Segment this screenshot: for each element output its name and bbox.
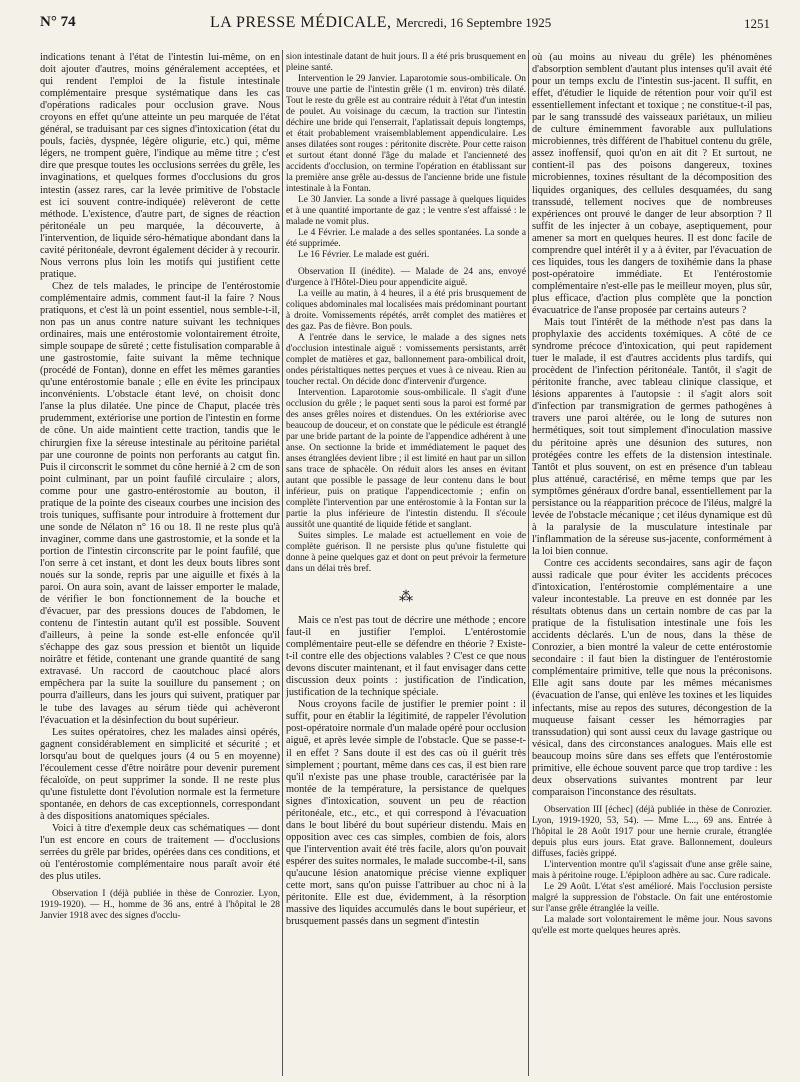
body-paragraph: Contre ces accidents secondaires, sans agir de façon aussi radicale que pour éviter les accidents précoces d'intoxication, l'entérostomie complémentaire a une valeur incontestable. La preuve en est donnée par les résultats obtenus dans un certain nombre de cas par la pratique de la fistulisation intestinale une fois les accidents déclarés. L'un de nous, dans la thèse de Conrozier, a bien montré la valeur de cette entérostomie secondaire : il faut bien la distinguer de l'entérostomie complémentaire primitive, telle que nous la préconisons. Elle agit sans doute par les mêmes mécanismes (évacuation de l'anse, qui enlève les toxines et les liquides infectants, mise au repos des sutures, décongestion de la muqueuse faisant cesser les hémorragies par transsudation) qui sont aussi ceux du lavage gastrique ou vésical, dans des circonstances analogues. Mais elle est beaucoup moins sûre dans ses effets que l'entérostomie primitive, elle échoue souvent parce que trop tardive : les deux observations suivantes montrent par leur comparaison l'inconstance des résultats. [532,557,772,798]
observation-paragraph: Le 30 Janvier. La sonde a livré passage à quelques liquides et à une quantité importante de gaz ; le ventre s'est affaissé : le malade ne vomit plus. [286,195,526,227]
observation-paragraph: L'intervention montre qu'il s'agissait d'une anse grêle saine, mais à péritoine rouge. L'épiploon adhère au sac. Cure radicale. [532,859,772,881]
body-paragraph: Chez de tels malades, le principe de l'entérostomie complémentaire admis, comment faut-il la faire ? Nous pratiquons, et c'est là un point essentiel, nous semble-t-il, non pas un anus contre nature suivant les techniques ordinaires, mais une entérostomie volontairement étroite, simple soupape de sûreté ; cette fistulisation comparable à une gastrostomie, faite suivant la même technique (procédé de Fontan), donne en effet les mêmes garanties qu'une entérostomie banale ; elle en évite les principaux inconvénients. L'obstacle étant levé, on choisit donc l'anse la plus dilatée. Une pince de Chaput, placée très prudemment, extériorise une portion de l'intestin en forme de cône. Un aide maintient cette traction, tandis que le chirurgien fixe la séreuse intestinale au péritoine pariétal par une couronne de points non perforants au catgut fin. Puis il circonscrit le sommet du cône hernié à 2 cm de son point culminant, par un point faufilé circulaire ; alors, comme pour une gastro-entérostomie au bouton, il pratique de la pointe des ciseaux courbes une incision des trois tuniques, suffisante pour introduire à frottement dur une sonde de Nélaton n° 16 ou 18. Il ne reste plus qu'à invaginer, comme dans une gastrostomie, et la sonde et la portion de l'intestin circonscrite par le point faufilé, que l'on serre à cet instant, et dont les deux bouts libres sont noués sur la sonde, repris par une aiguille et fixés à la paroi. On aura soin, avant de laisser emporter le malade, de vérifier le bon fonctionnement de la bouche et d'évacuer, par des pressions douces de l'abdomen, le contenu de l'intestin autant qu'il est possible. Souvent d'ailleurs, à peine la sonde est-elle enfoncée qu'il s'échappe des gaz sous pression et bientôt un liquide noirâtre et fétide, contenant une grande quantité de sang extravasé. Un raccord de caoutchouc placé alors empêchera par la suite la souillure du pansement ; on pourra d'ailleurs, dans les jours qui suivent, pratiquer par le tube des lavages au sérum tiède qui achèveront l'évacuation et la désinfection du bout supérieur. [40,280,280,726]
observation-paragraph: Observation III [échec] (déjà publiée in thèse de Conrozier. Lyon, 1919-1920, 53, 54). — Mme L..., 69 ans. Entrée à l'hôpital le 28 Août 1917 pour une hernie crurale, étranglée depuis plus eurs jours. Etat grave. Ballonnement, douleurs diffuses, faciès grippé. [532,804,772,859]
observation-paragraph: Le 16 Février. Le malade est guéri. [298,250,430,260]
page-header [40,6,770,42]
observation-paragraph: Intervention. Laparotomie sous-ombilicale. Il s'agit d'une occlusion du grêle ; le paquet senti sous la paroi est formé par des anses grêles noires et distendues. On les extériorise avec beaucoup de douceur, et on constate que le pédicule est étranglé par une bride partant de la pointe de l'appendice adhérent à une anse. On sectionne la bride et immédiatement le paquet des anses étranglées devient libre ; il est limité en haut par un sillon sans trace de sphacèle. On réduit alors les anses en évitant autant que possible le passage de leur contenu dans le bout inférieur, puis on pratique l'appendicectomie ; enfin on complète l'intervention par une entérostomie à la Fontan sur la partie la plus inférieure de l'intestin distendu. Il s'écoule aussitôt une quantité de liquide fétide et sanglant. [286,388,526,530]
issue-number: N° 74 [40,14,76,30]
observation-paragraph: La veille au matin, à 4 heures, il a été pris brusquement de coliques abdominales mal localisées mais prédominant pourtant à droite. Vomissements répétés, arrêt complet des matières et des gaz. Pas de fièvre. Bon pouls. [286,289,526,332]
body-paragraph: indications tenant à l'état de l'intestin lui-même, on en doit ajouter d'autres, moins généralement acceptées, et qui rendent l'emploi de la fistule intestinale complémentaire presque systématique dans les cas d'opérations radicales pour occlusion grave. Nous croyons en effet qu'une atteinte un peu marquée de l'état général, se traduisant par ces signes d'intoxication (état du pouls, faciès, dyspnée, légère oligurie, etc.) qui, même légers, ne trompent guère, l'indique au même titre ; c'est dire que presque toutes les occlusions serrées du grêle, les invaginations, et quelques formes d'occlusions du gros intestin (assez rares, car la levée primitive de l'obstacle est ici souvent contre-indiquée) relèveront de cette méthode. L'existence, d'autre part, de signes de réaction péritonéale un peu marquée, la découverte, à l'intervention, de liquide séro-hématique abondant dans la cavité péritonéale, devront également décider à y recourir. Nous verrons plus loin les motifs qui justifient cette pratique. [40,52,280,280]
body-paragraph: Voici à titre d'exemple deux cas schématiques — dont l'un est encore en cours de traitement — d'occlusions serrées du grêle par brides, opérées dans ces conditions, et où l'entérostomie complémentaire nous paraît avoir été des plus utiles. [40,823,280,883]
observation-paragraph: Le 29 Août. L'état s'est amélioré. Mais l'occlusion persiste malgré la suppression de l'obstacle. On fait une entérostomie sur l'anse grêle étranglée la veille. [532,881,772,914]
observation-paragraph: sion intestinale datant de huit jours. Il a été pris brusquement en pleine santé. [286,52,526,73]
page-number: 1251 [744,16,770,31]
observation-paragraph: Suites simples. Le malade est actuellement en voie de complète guérison. Il ne persiste plus qu'une fistulette qui donne à peine quelques gaz et dont on peut prévoir la fermeture dans un délai très bref. [286,531,526,574]
observation-paragraph: La malade sort volontairement le même jour. Nous savons qu'elle est morte quelques heures après. [532,914,772,936]
journal-title [210,14,551,32]
observation-paragraph: A l'entrée dans le service, le malade a des signes nets d'occlusion intestinale aiguë : vomissements persistants, arrêt complet de matières et gaz, ballonnement para-ombilical droit, ondes péristaltiques nettes perçues et vues à ce niveau. Rien au toucher rectal. On décide donc d'intervenir d'urgence. [286,333,526,387]
column-divider [528,50,529,1076]
body-paragraph: Mais tout l'intérêt de la méthode n'est pas dans la prophylaxie des accidents toxémiques. A côté de ce syndrome précoce d'intoxication, qui peut rapidement tuer le malade, il est d'autres accidents plus tardifs, qui procèdent de l'infection péritonéale. Tantôt, il s'agit de péritonite franche, avec tableau clinique classique, et lésions apparentes à l'autopsie : il s'agit alors soit d'infection par transmigration de germes pathogènes à travers une paroi altérée, ou le long de sutures non hermétiques, soit tout simplement d'inoculation massive du péritoine après une désunion des sutures, non protégées contre les effets de la distension intestinale. Tantôt et plus souvent, on est en présence d'un tableau plus atténué, caractérisé, en même temps que par les symptômes généraux d'ordre banal, essentiellement par la persistance ou la réapparition précoce de l'iléus, malgré la levée de l'obstacle mécanique ; cet iléus dynamique est dû à la paralysie de la musculature intestinale par l'inflammation de la séreuse sus-jacente, conformément à la loi bien connue. [532,317,772,557]
issue-date: Mercredi, 16 Septembre 1925 [396,15,552,30]
observation-paragraph: Observation I (déjà publiée in thèse de Conrozier. Lyon, 1919-1920). — H., homme de 36 ans, entré à l'hôpital le 28 Janvier 1918 avec des signes d'occlu- [40,889,280,922]
text-column-1 [40,52,280,1076]
text-column-3 [532,52,772,1076]
observation-paragraph: Intervention le 29 Janvier. Laparotomie sous-ombilicale. On trouve une partie de l'intestin grêle (1 m. environ) très dilaté. Tout le reste du grêle est au contraire réduit à l'état d'un intestin de poulet. Au voisinage du cæcum, la traction sur l'intestin déchire une bride qui l'enserrait, l'aplatissait depuis longtemps, et était probablement vraisemblablement appendiculaire. Les anses dilatées sont rouges : péritonite discrète. Pour cette raison et surtout étant donné l'âge du malade et l'ancienneté des accidents d'occlusion, on termine l'opération en établissant sur la première anse grêle au-dessus de l'ancienne bride une fistule intestinale à la Fontan. [286,74,526,194]
section-separator: ⁂ [399,590,413,605]
observation-paragraph: Observation II (inédite). — Malade de 24 ans, envoyé d'urgence à l'Hôtel-Dieu pour appendicite aiguë. [286,267,526,288]
body-paragraph: Mais ce n'est pas tout de décrire une méthode ; encore faut-il en justifier l'emploi. L'entérostomie complémentaire peut-elle se défendre en théorie ? Existe-t-il contre elle des objections valables ? C'est ce que nous devons discuter maintenant, et il faut envisager dans cette discussion deux points : justification de l'indication, justification de la technique spéciale. [286,615,526,699]
body-paragraph: Les suites opératoires, chez les malades ainsi opérés, gagnent considérablement en simplicité et sécurité ; et lorsqu'au bout de quelques jours (4 ou 5 en moyenne) l'écoulement cesse d'être noirâtre pour devenir purement fécaloïde, on peut supprimer la sonde. Il ne reste plus qu'une fistulette dont l'évolution normale est la fermeture spontanée, en dehors de cas exceptionnels, correspondant à des dispositions anatomiques spéciales. [40,726,280,822]
body-paragraph: où (au moins au niveau du grêle) les phénomènes d'absorption semblent d'autant plus intenses qu'il avait été pour un temps exclu de l'intestin sus-jacent. Il suffit, en effet, d'étudier le liquide de rétention pour voir qu'il est essentiellement infectant et toxique ; ne constitue-t-il pas, par le sang transsudé des vaisseaux pariétaux, un milieu de culture éminemment favorable aux pullulations microbiennes, très différent de l'habituel contenu du grêle, assez inoffensif, quoi qu'on en ait dit ? Et surtout, ne contient-il pas des poisons dangereux, toxines microbiennes, toxines résultant de la décomposition des liquides organiques, des cellules desquamées, du sang transsudé, tellement nocives que de nombreuses expériences ont prouvé le danger de leur absorption ? Il suffit de les injecter à un cobaye, aseptiquement, pour amener sa mort en quelques heures. Il est donc facile de comprendre quel intérêt il y a à éviter, par l'évacuation de ces liquides, tous les dangers de toxihémie dans la phase post-opératoire immédiate. Et l'entérostomie complémentaire n'est-elle pas le meilleur moyen, plus sûr, plus efficace, d'action plus complète que la ponction évacuatrice de l'anse proposée par certains auteurs ? [532,52,772,316]
journal-name: LA PRESSE MÉDICALE, [210,14,392,31]
text-column-2 [286,52,526,1076]
observation-paragraph: Le 4 Février. Le malade a des selles spontanées. La sonde a été supprimée. [286,228,526,249]
body-paragraph: Nous croyons facile de justifier le premier point : il suffit, pour en établir la légitimité, de rappeler l'évolution post-opératoire normale d'un malade opéré pour occlusion aiguë, et après levée simple de l'obstacle. Que se passe-t-il en effet ? Sans doute il est des cas où il guérit très simplement ; pourtant, même dans ces cas, il est bien rare qu'il n'existe pas une phase trouble, caractérisée par la montée de la température, la persistance de quelques signes d'intoxication, souvent un peu de réaction péritonéale, etc., etc., et qui correspond à l'évacuation dans le bout libéré du bout supérieur distendu. Mais en opposition avec ces cas simples, combien de fois, alors que l'intervention avait été très facile, alors qu'on pouvait espérer des suites normales, le malade succombe-t-il, sans qu'aucune lésion anatomique précise vienne expliquer cette mort, sans qu'on puisse l'attribuer au choc ni à la péritonite. Elle est due, évidemment, à la résorption massive des liquides accumulés dans le bout supérieur, et brusquement passés dans un segment d'intestin [286,699,526,928]
column-divider [282,50,283,1076]
